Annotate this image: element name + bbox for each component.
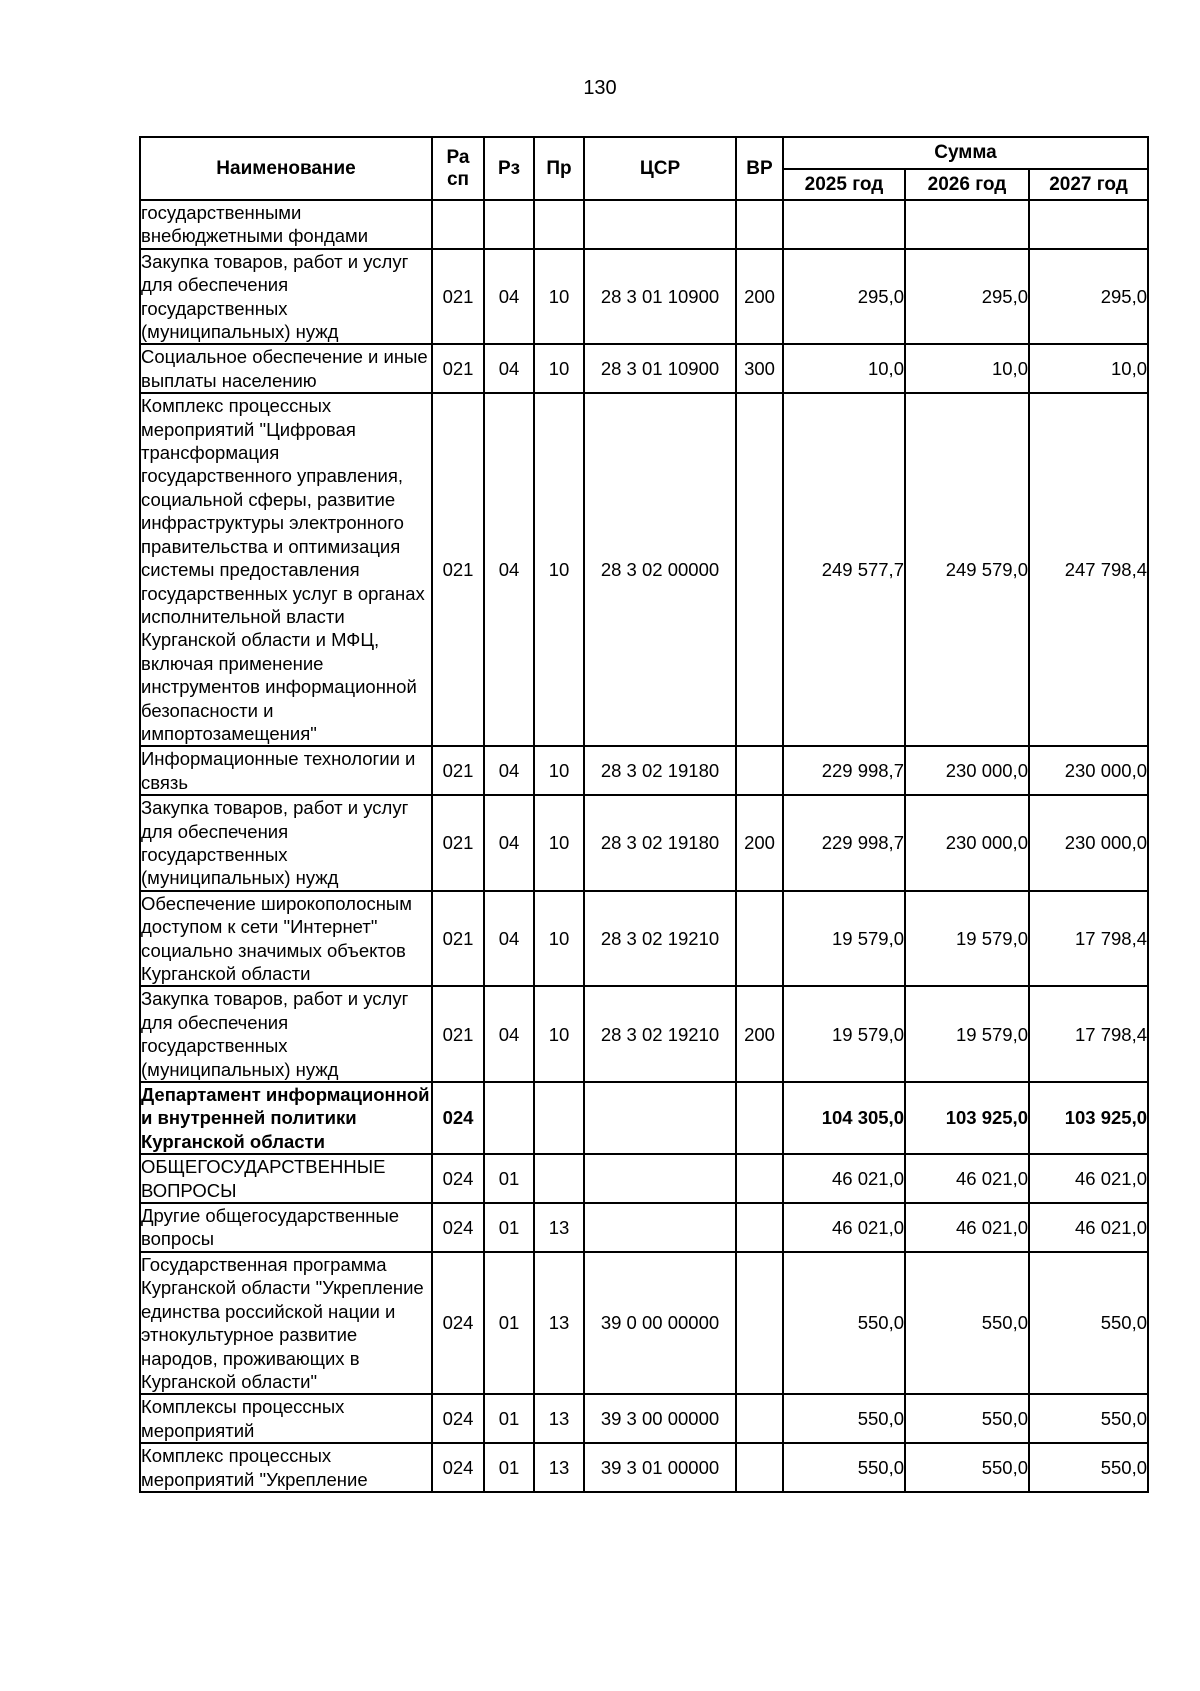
table-row	[140, 1252, 1148, 1394]
row-sum-2027: 103 925,0	[1029, 1082, 1148, 1154]
row-sum-2027: 230 000,0	[1029, 795, 1148, 891]
row-sum-2026: 46 021,0	[905, 1154, 1029, 1203]
header-sum: Сумма	[783, 137, 1148, 169]
table-row	[140, 1443, 1148, 1492]
row-vr	[736, 1252, 783, 1394]
row-vr	[736, 1443, 783, 1492]
row-pr	[534, 1082, 584, 1154]
row-csr	[584, 1154, 736, 1203]
row-pr: 10	[534, 393, 584, 746]
table-row	[140, 746, 1148, 795]
table-row	[140, 344, 1148, 393]
row-name: Департамент информационной и внутренней политики Курганской области	[140, 1082, 432, 1154]
row-csr	[584, 1082, 736, 1154]
table-row	[140, 795, 1148, 891]
row-name: Комплекс процессных мероприятий "Укрепление	[140, 1443, 432, 1492]
row-rasp	[432, 200, 484, 249]
row-sum-2027: 46 021,0	[1029, 1203, 1148, 1252]
row-vr: 200	[736, 249, 783, 345]
row-rasp: 024	[432, 1394, 484, 1443]
header-rasp: Ра сп	[432, 137, 484, 200]
row-csr: 28 3 02 00000	[584, 393, 736, 746]
row-vr: 200	[736, 986, 783, 1082]
row-pr: 13	[534, 1252, 584, 1394]
row-name: Государственная программа Курганской области "Укрепление единства российской нации и этнокультурное развитие народов, проживающих в Курганской области"	[140, 1252, 432, 1394]
row-rasp: 021	[432, 986, 484, 1082]
table-row	[140, 1394, 1148, 1443]
row-csr: 28 3 02 19180	[584, 746, 736, 795]
row-vr	[736, 200, 783, 249]
row-csr: 28 3 02 19210	[584, 986, 736, 1082]
row-sum-2025: 550,0	[783, 1443, 905, 1492]
row-csr: 39 3 00 00000	[584, 1394, 736, 1443]
row-rz: 04	[484, 746, 534, 795]
row-rasp: 021	[432, 795, 484, 891]
row-vr	[736, 1394, 783, 1443]
row-vr	[736, 1082, 783, 1154]
budget-table	[139, 136, 1149, 1493]
header-csr: ЦСР	[584, 137, 736, 200]
row-vr	[736, 1154, 783, 1203]
row-name: Комплекс процессных мероприятий "Цифровая трансформация государственного управления, социальной сферы, развитие инфраструктуры электронного правительства и оптимизация системы предоставления государственных услуг в органах исполнительной власти Курганской области и МФЦ, включая применение инструментов информационной безопасности и импортозамещения"	[140, 393, 432, 746]
row-sum-2025: 229 998,7	[783, 795, 905, 891]
row-csr: 39 0 00 00000	[584, 1252, 736, 1394]
row-sum-2025: 229 998,7	[783, 746, 905, 795]
row-pr	[534, 1154, 584, 1203]
table-row	[140, 393, 1148, 746]
row-name: Другие общегосударственные вопросы	[140, 1203, 432, 1252]
row-pr: 10	[534, 249, 584, 345]
row-rasp: 024	[432, 1252, 484, 1394]
row-pr: 13	[534, 1443, 584, 1492]
row-sum-2025: 550,0	[783, 1394, 905, 1443]
row-name: Обеспечение широкополосным доступом к сети "Интернет" социально значимых объектов Курганской области	[140, 891, 432, 987]
row-name: государственными внебюджетными фондами	[140, 200, 432, 249]
row-sum-2025: 249 577,7	[783, 393, 905, 746]
row-sum-2027: 46 021,0	[1029, 1154, 1148, 1203]
row-sum-2027: 10,0	[1029, 344, 1148, 393]
row-pr	[534, 200, 584, 249]
row-rz: 01	[484, 1154, 534, 1203]
header-2026: 2026 год	[905, 169, 1029, 200]
row-csr: 39 3 01 00000	[584, 1443, 736, 1492]
row-sum-2027: 17 798,4	[1029, 891, 1148, 987]
row-sum-2025	[783, 200, 905, 249]
row-rz: 04	[484, 986, 534, 1082]
row-name: Социальное обеспечение и иные выплаты населению	[140, 344, 432, 393]
table-body	[140, 200, 1148, 1492]
header-2025: 2025 год	[783, 169, 905, 200]
row-pr: 13	[534, 1203, 584, 1252]
header-name: Наименование	[140, 137, 432, 200]
row-sum-2026: 550,0	[905, 1394, 1029, 1443]
header-pr: Пр	[534, 137, 584, 200]
row-sum-2025: 104 305,0	[783, 1082, 905, 1154]
row-name: Закупка товаров, работ и услуг для обеспечения государственных (муниципальных) нужд	[140, 986, 432, 1082]
row-sum-2026: 103 925,0	[905, 1082, 1029, 1154]
row-vr	[736, 891, 783, 987]
row-rz: 04	[484, 249, 534, 345]
row-name: Закупка товаров, работ и услуг для обеспечения государственных (муниципальных) нужд	[140, 249, 432, 345]
row-sum-2027	[1029, 200, 1148, 249]
row-vr	[736, 1203, 783, 1252]
row-csr: 28 3 01 10900	[584, 249, 736, 345]
row-name: ОБЩЕГОСУДАРСТВЕННЫЕ ВОПРОСЫ	[140, 1154, 432, 1203]
row-rz: 01	[484, 1252, 534, 1394]
row-rz: 01	[484, 1203, 534, 1252]
table-row	[140, 1082, 1148, 1154]
row-rz: 04	[484, 795, 534, 891]
row-rasp: 021	[432, 249, 484, 345]
row-sum-2026: 46 021,0	[905, 1203, 1029, 1252]
header-2027: 2027 год	[1029, 169, 1148, 200]
row-csr	[584, 200, 736, 249]
table-row	[140, 1154, 1148, 1203]
header-rz: Рз	[484, 137, 534, 200]
row-sum-2027: 550,0	[1029, 1394, 1148, 1443]
row-sum-2026: 550,0	[905, 1252, 1029, 1394]
row-vr	[736, 746, 783, 795]
table-row	[140, 891, 1148, 987]
row-vr: 300	[736, 344, 783, 393]
row-rasp: 024	[432, 1154, 484, 1203]
row-rz: 01	[484, 1443, 534, 1492]
row-name: Информационные технологии и связь	[140, 746, 432, 795]
row-csr: 28 3 02 19180	[584, 795, 736, 891]
row-rz: 04	[484, 344, 534, 393]
row-pr: 10	[534, 746, 584, 795]
row-pr: 10	[534, 795, 584, 891]
row-sum-2025: 550,0	[783, 1252, 905, 1394]
row-sum-2026: 19 579,0	[905, 986, 1029, 1082]
row-rasp: 021	[432, 891, 484, 987]
page-number: 130	[583, 77, 617, 99]
row-sum-2025: 46 021,0	[783, 1154, 905, 1203]
row-rz: 01	[484, 1394, 534, 1443]
row-rasp: 024	[432, 1203, 484, 1252]
row-sum-2027: 550,0	[1029, 1252, 1148, 1394]
row-rz	[484, 1082, 534, 1154]
row-pr: 13	[534, 1394, 584, 1443]
row-vr: 200	[736, 795, 783, 891]
row-sum-2025: 19 579,0	[783, 986, 905, 1082]
row-sum-2026	[905, 200, 1029, 249]
row-sum-2027: 17 798,4	[1029, 986, 1148, 1082]
row-rasp: 021	[432, 344, 484, 393]
row-csr: 28 3 01 10900	[584, 344, 736, 393]
row-pr: 10	[534, 891, 584, 987]
row-sum-2025: 295,0	[783, 249, 905, 345]
row-pr: 10	[534, 344, 584, 393]
table-row	[140, 249, 1148, 345]
row-sum-2026: 295,0	[905, 249, 1029, 345]
row-sum-2025: 10,0	[783, 344, 905, 393]
row-sum-2026: 230 000,0	[905, 746, 1029, 795]
row-csr: 28 3 02 19210	[584, 891, 736, 987]
row-csr	[584, 1203, 736, 1252]
row-sum-2026: 19 579,0	[905, 891, 1029, 987]
row-sum-2027: 230 000,0	[1029, 746, 1148, 795]
row-rasp: 024	[432, 1082, 484, 1154]
row-name: Закупка товаров, работ и услуг для обеспечения государственных (муниципальных) нужд	[140, 795, 432, 891]
header-vr: ВР	[736, 137, 783, 200]
row-sum-2026: 230 000,0	[905, 795, 1029, 891]
row-sum-2026: 550,0	[905, 1443, 1029, 1492]
row-sum-2027: 550,0	[1029, 1443, 1148, 1492]
table-row	[140, 986, 1148, 1082]
table-row	[140, 1203, 1148, 1252]
row-sum-2027: 295,0	[1029, 249, 1148, 345]
row-rasp: 021	[432, 393, 484, 746]
row-sum-2025: 46 021,0	[783, 1203, 905, 1252]
row-rasp: 024	[432, 1443, 484, 1492]
row-pr: 10	[534, 986, 584, 1082]
row-rz	[484, 200, 534, 249]
row-sum-2026: 249 579,0	[905, 393, 1029, 746]
header-row	[140, 137, 1148, 169]
row-sum-2026: 10,0	[905, 344, 1029, 393]
table-row	[140, 200, 1148, 249]
row-rz: 04	[484, 891, 534, 987]
row-vr	[736, 393, 783, 746]
row-sum-2027: 247 798,4	[1029, 393, 1148, 746]
row-sum-2025: 19 579,0	[783, 891, 905, 987]
row-rasp: 021	[432, 746, 484, 795]
row-name: Комплексы процессных мероприятий	[140, 1394, 432, 1443]
row-rz: 04	[484, 393, 534, 746]
